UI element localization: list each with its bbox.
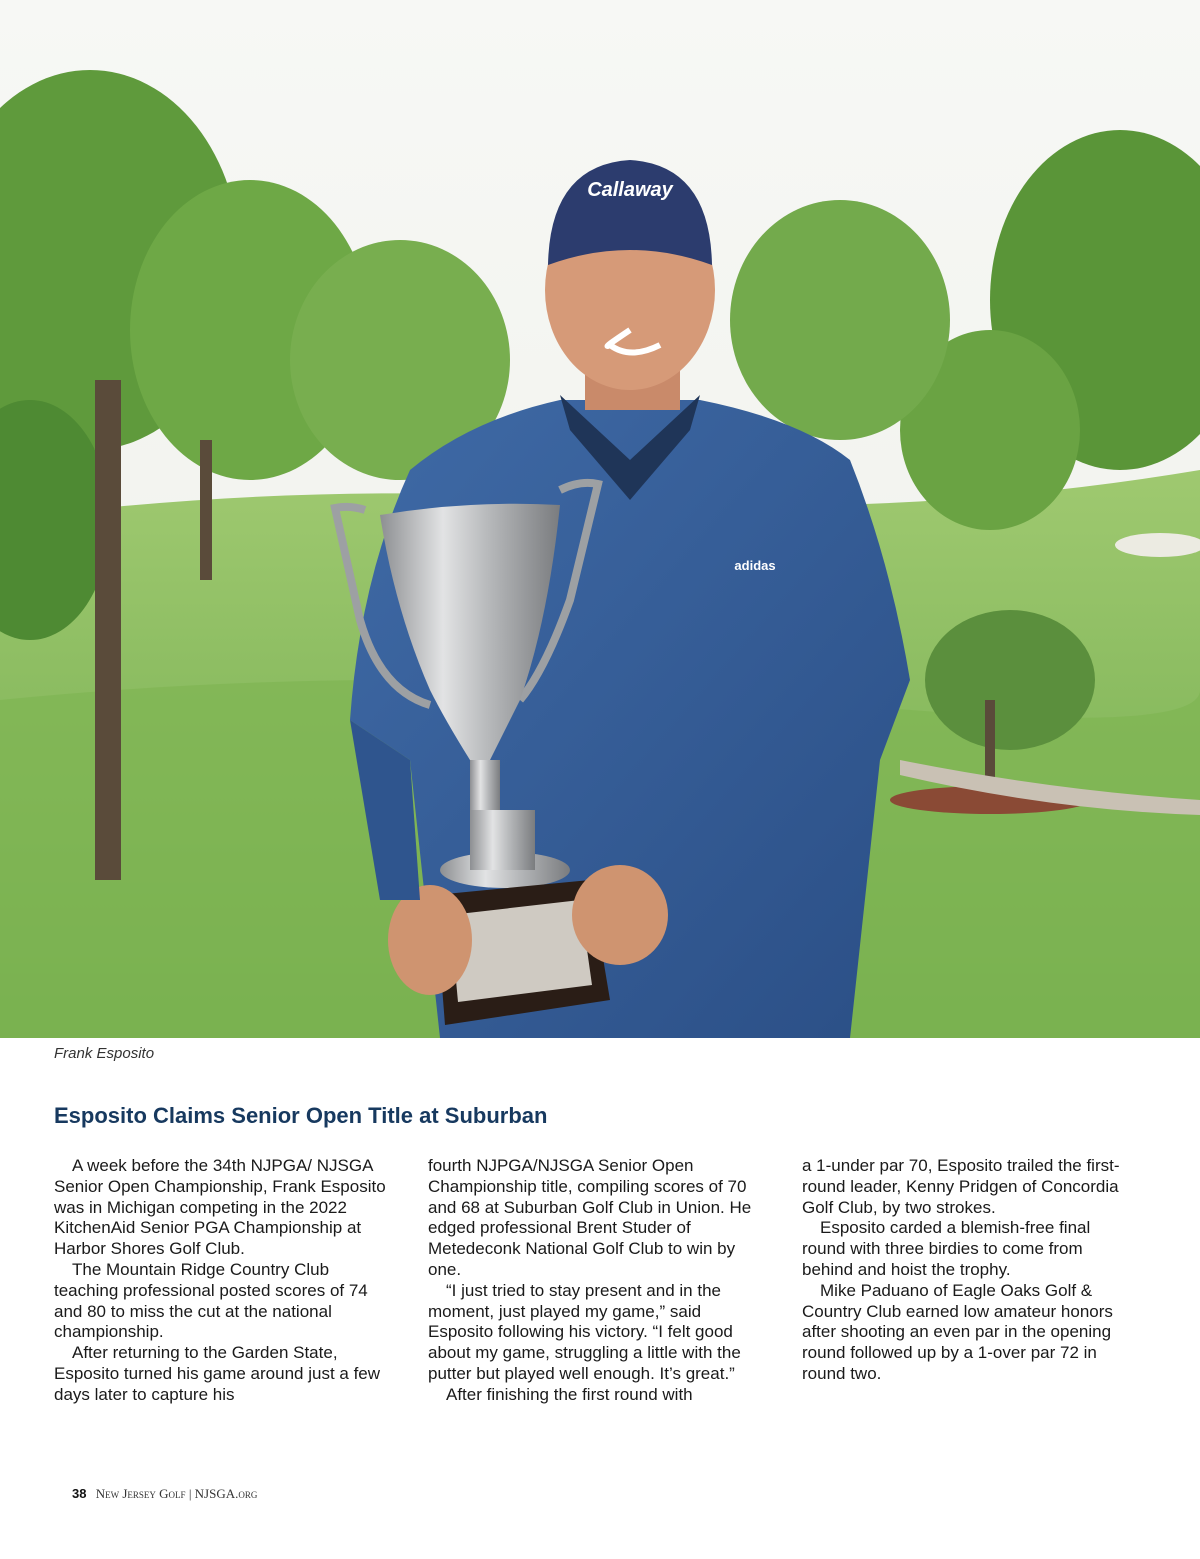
- publication-name: New Jersey Golf: [95, 1486, 186, 1501]
- paragraph: fourth NJPGA/NJSGA Senior Open Championship title, compiling scores of 70 and 68 at Suburban Golf Club in Union. He edged professional Brent Studer of Metedeconk National Golf Club to win by one.: [428, 1156, 752, 1279]
- paragraph: After returning to the Garden State, Esposito turned his game around just a few days later to capture his: [54, 1343, 381, 1404]
- article-column-2: [428, 1156, 762, 1406]
- article-body: [54, 1156, 1146, 1406]
- paragraph: Mike Paduano of Eagle Oaks Golf & Country Club earned low amateur honors after shooting an even par in the opening round followed up by a 1-over par 72 in round two.: [802, 1280, 1113, 1383]
- article-headline: Esposito Claims Senior Open Title at Suburban: [54, 1103, 548, 1128]
- paragraph: a 1-under par 70, Esposito trailed the first-round leader, Kenny Pridgen of Concordia Golf Club, by two strokes.: [802, 1156, 1120, 1217]
- footer-separator: |: [188, 1486, 192, 1501]
- page-number: 38: [72, 1486, 87, 1501]
- article-column-1: [54, 1156, 388, 1406]
- paragraph: “I just tried to stay present and in the moment, just played my game,” said Esposito following his victory. “I felt good about my game, struggling a little with the putter but played well enough. It’s great.”: [428, 1280, 741, 1383]
- page-footer: [72, 1486, 257, 1502]
- paragraph: After finishing the first round with: [446, 1384, 693, 1404]
- photo-caption: Frank Esposito: [54, 1045, 155, 1062]
- paragraph: A week before the 34th NJPGA/ NJSGA Senior Open Championship, Frank Esposito was in Michigan competing in the 2022 KitchenAid Senior PGA Championship at Harbor Shores Golf Club.: [54, 1156, 386, 1259]
- paragraph: The Mountain Ridge Country Club teaching professional posted scores of 74 and 80 to miss the cut at the national championship.: [54, 1259, 368, 1342]
- cap-logo-text: Callaway: [587, 179, 673, 201]
- website-link[interactable]: NJSGA.org: [194, 1486, 258, 1501]
- shirt-logo-text: adidas: [734, 558, 776, 573]
- paragraph: Esposito carded a blemish-free final round with three birdies to come from behind and hoist the trophy.: [802, 1218, 1091, 1279]
- article-column-3: [802, 1156, 1136, 1406]
